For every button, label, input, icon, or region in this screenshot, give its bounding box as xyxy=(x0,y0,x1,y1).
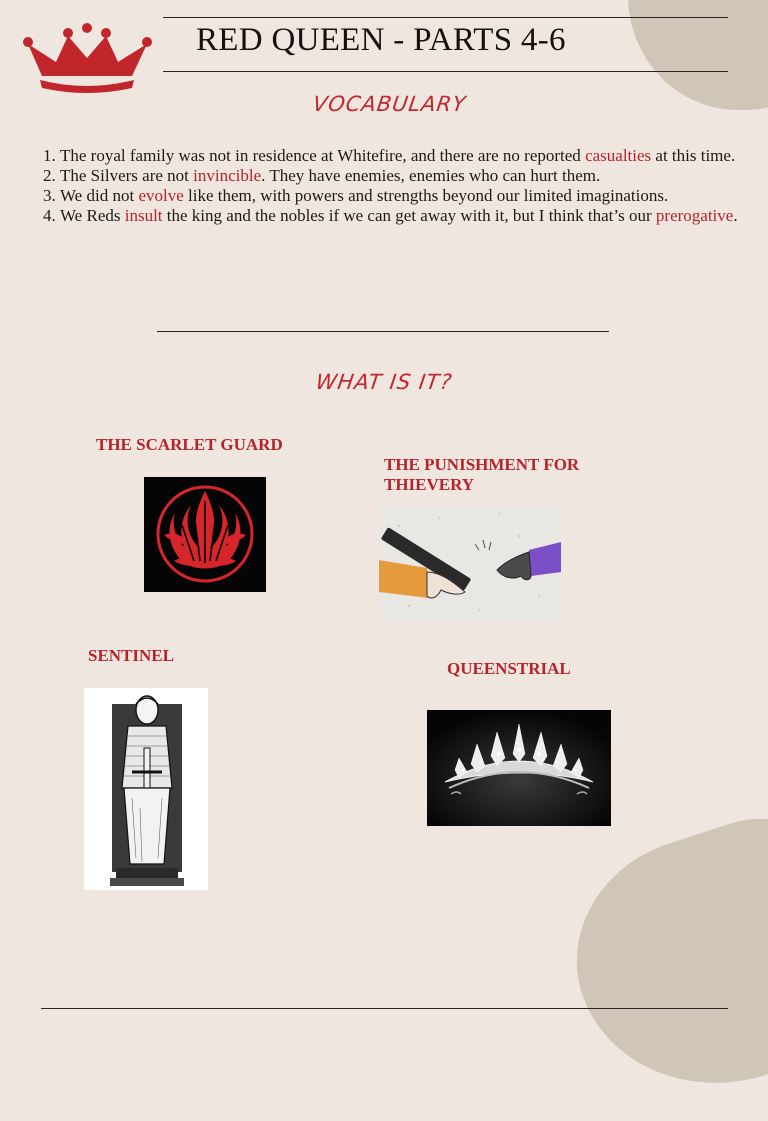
label-scarlet-guard: THE SCARLET GUARD xyxy=(96,435,283,454)
decorative-blob-bottom-right xyxy=(546,797,768,1121)
vocab-word-evolve: evolve xyxy=(138,186,184,205)
scarlet-guard-emblem-image xyxy=(144,477,266,592)
vocab-word-invincible: invincible xyxy=(193,166,262,185)
label-sentinel: SENTINEL xyxy=(88,646,174,665)
vocab-word-insult: insult xyxy=(124,206,163,225)
vocabulary-item: 3. We did not evolve like them, with powers and strengths beyond our limited imaginations. xyxy=(60,186,750,206)
vocab-word-prerogative: prerogative xyxy=(655,206,734,225)
vocabulary-list xyxy=(40,146,750,226)
vocab-word-casualties: casualties xyxy=(585,146,652,165)
label-queenstrial: QUEENSTRIAL xyxy=(447,659,571,678)
punishment-image xyxy=(379,506,561,622)
flame-emblem-icon xyxy=(144,477,266,592)
tiara-image xyxy=(427,710,611,826)
header-top-rule xyxy=(163,17,728,18)
section-divider xyxy=(157,331,609,332)
footer-rule xyxy=(41,1008,728,1009)
crown-icon xyxy=(20,22,155,94)
armored-knight-icon xyxy=(84,688,208,890)
what-is-it-heading: WHAT IS IT? xyxy=(314,370,454,394)
label-punishment-for-thievery: THE PUNISHMENT FOR THIEVERY xyxy=(384,455,580,494)
vocabulary-item: 1. The royal family was not in residence at Whitefire, and there are no reported casualties at this time. xyxy=(60,146,750,166)
hand-and-rod-icon xyxy=(379,506,561,622)
header-bottom-rule xyxy=(163,71,728,72)
tiara-icon xyxy=(427,710,611,826)
sentinel-image xyxy=(84,688,208,890)
vocabulary-item: 4. We Reds insult the king and the nobles if we can get away with it, but I think that’s our prerogative. xyxy=(60,206,750,226)
vocabulary-heading: VOCABULARY xyxy=(311,92,468,116)
vocabulary-item: 2. The Silvers are not invincible. They have enemies, enemies who can hurt them. xyxy=(60,166,750,186)
page-title: RED QUEEN - PARTS 4-6 xyxy=(196,22,566,58)
